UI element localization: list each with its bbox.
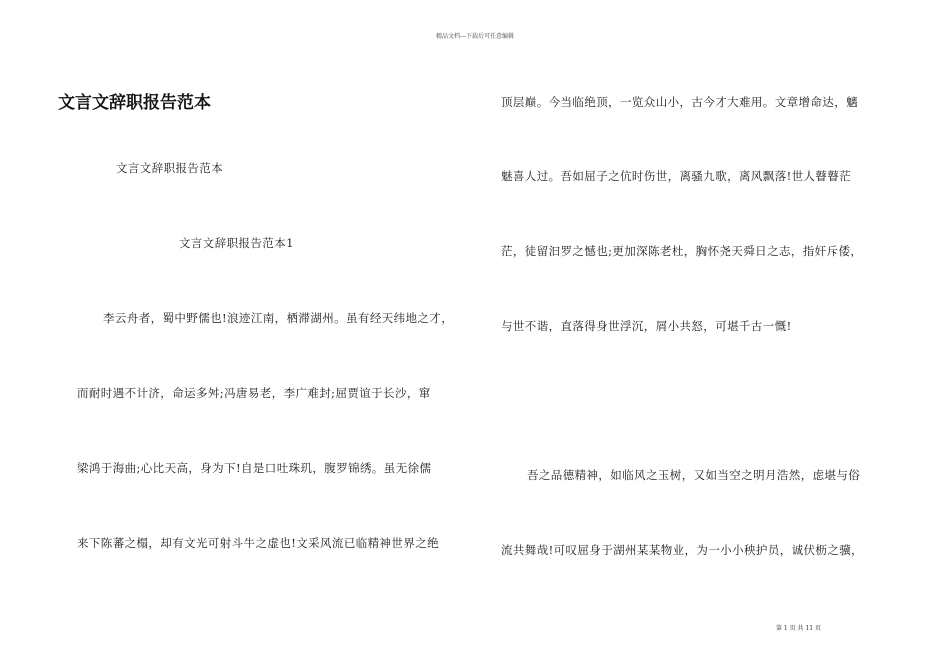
right-line: 茫，徒留汩罗之憾也;更加深陈老杜，胸怀尧天舜日之志，指奸斥倭， (501, 244, 863, 258)
document-title: 文言文辞职报告范本 (58, 93, 211, 113)
right-line: 魅喜人过。吾如屈子之伉时伤世，离骚九歌，离风飘落!世人瞽瞽茫 (501, 169, 852, 183)
left-line: 李云舟者，蜀中野儒也!浪迹江南，栖滞湖州。虽有经天纬地之才， (103, 311, 454, 325)
right-line: 吾之品德精神，如临风之玉树，又如当空之明月浩然，虑堪与俗 (527, 468, 861, 482)
left-line: 文言文辞职报告范本 (116, 161, 224, 175)
left-line: 来下陈蕃之榻，却有文光可射斗牛之虚也!文采风流已临精神世界之绝 (77, 536, 440, 550)
left-line: 文言文辞职报告范本1 (179, 236, 294, 250)
right-line: 流共舞哉!可叹屈身于湖州某某物业，为一小小秧护员，诚伏枥之骥， (501, 543, 864, 557)
header-note: 精品文档---下载后可任意编辑 (435, 33, 515, 40)
right-line: 与世不谐，直落得身世浮沉，屑小共怒，可堪千古一慨! (501, 319, 792, 333)
page-number: 第 1 页 共 11 页 (776, 625, 821, 632)
left-line: 梁鸿于海曲;心比天高，身为下!自是口吐珠玑，腹罗锦绣。虽无徐儒 (77, 461, 432, 475)
left-line: 而耐时遇不计济，命运多舛;冯唐易老，李广难封;屈贾谊于长沙，窜 (77, 386, 431, 400)
right-line: 顶层巅。今当临绝顶，一览众山小，古今才大难用。文章增命达，魑 (501, 95, 858, 109)
